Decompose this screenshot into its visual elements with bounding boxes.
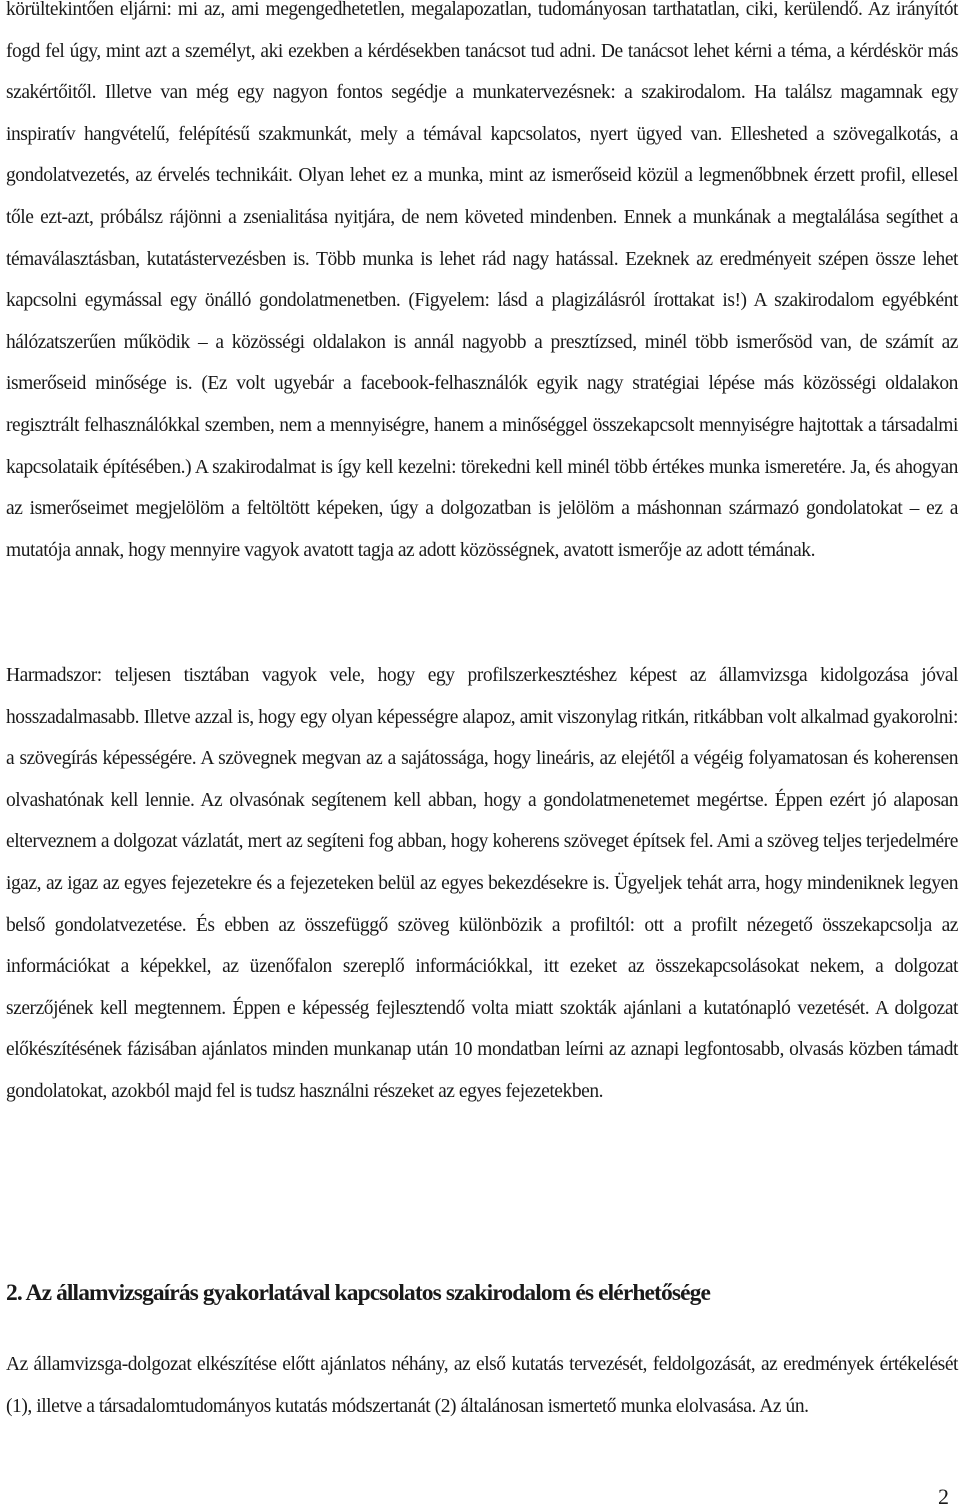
body-paragraph-2: Harmadszor: teljesen tisztában vagyok vele, hogy egy profilszerkesztéshez képest az államvizsga kidolgozása jóval hosszadalmasabb. Illetve azzal is, hogy egy olyan képességre alapoz, amit viszonylag ritkán, ritkábban volt alkalmad gyakorolni: a szövegírás képességére. A szövegnek megvan az a sajátossága, hogy lineáris, az elejétől a végéig folyamatosan és koherensen olvashatónak kell lennie. Az olvasónak segítenem kell abban, hogy a gondolatmenetemet megértse. Éppen ezért jó alaposan elterveznem a dolgozat vázlatát, mert az segíteni fog abban, hogy koherens szöveget építsek fel. Ami a szöveg teljes terjedelmére igaz, az igaz az egyes fejezetekre és a fejezeteken belül az egyes bekezdésekre is. Ügyeljek tehát arra, hogy mindeniknek legyen belső gondolatvezetése. És ebben az összefüggő szöveg különbözik a profiltól: ott a profilt nézegető összekapcsolja az információkat a képekkel, az üzenőfalon szereplő információkkal, itt ezeket az összekapcsolásokat nekem, a dolgozat szerzőjének kell megtennem. Éppen e képesség fejlesztendő volta miatt szokták ajánlani a kutatónapló vezetését. A dolgozat előkészítésének fázisában ajánlatos minden munkanap után 10 mondatban leírni az aznapi legfontosabb, olvasás közben támadt gondolatokat, azokból majd fel is tudsz használni részeket az egyes fejezetekben.	[6, 665, 958, 1102]
body-paragraph-3: Az államvizsga-dolgozat elkészítése előtt ajánlatos néhány, az első kutatás tervezését, feldolgozását, az eredmények értékelését (1), illetve a társadalomtudományos kutatás módszertanát (2) általánosan ismertető munka elolvasása. Az ún.	[6, 1354, 958, 1417]
body-paragraph-1: körültekintően eljárni: mi az, ami megengedhetetlen, megalapozatlan, tudományosan tarthatatlan, ciki, kerülendő. Az irányítót fogd fel úgy, mint azt a személyt, aki ezekben a kérdésekben tanácsot tud adni. De tanácsot lehet kérni a téma, a kérdéskör más szakértőitől. Illetve van még egy nagyon fontos segédje a munkatervezésnek: a szakirodalom. Ha találsz magamnak egy inspiratív hangvételű, felépítésű szakmunkát, mely a témával kapcsolatos, nyert ügyed van. Ellesheted a szövegalkotás, a gondolatvezetés, az érvelés technikáit. Olyan lehet ez a munka, mint az ismerőseid közül a legmenőbbnek érzett profil, ellesel tőle ezt-azt, próbálsz rájönni a zsenialitása nyitjára, de nem követed mindenben. Ennek a munkának a megtalálása segíthet a témaválasztásban, kutatástervezésben is. Több munka is lehet rád nagy hatással. Ezeknek az eredményeit szépen össze lehet kapcsolni egymással egy önálló gondolatmenetben. (Figyelem: lásd a plagizálásról írottakat is!) A szakirodalom egyébként hálózatszerűen működik – a közösségi oldalakon is annál nagyobb a presztízsed, minél több ismerősöd van, de számít az ismerőseid minősége is. (Ez volt ugyebár a facebook-felhasználók egyik nagy stratégiai lépése más közösségi oldalakon regisztrált felhasználókkal szemben, nem a mennyiségre, hanem a minőséggel összekapcsolt mennyiségre hajtottak a társadalmi kapcsolataik építésében.) A szakirodalmat is így kell kezelni: törekedni kell minél több értékes munka ismeretére. Ja, és ahogyan az ismerőseimet megjelölöm a feltöltött képeken, úgy a dolgozatban is jelölöm a máshonnan származó gondolatokat – ez a mutatója annak, hogy mennyire vagyok avatott tagja az adott közösségnek, avatott ismerője az adott témának.	[6, 0, 958, 561]
section-heading: 2. Az államvizsgaírás gyakorlatával kapcsolatos szakirodalom és elérhetősége	[6, 1280, 710, 1306]
page-number: 2	[938, 1484, 949, 1509]
